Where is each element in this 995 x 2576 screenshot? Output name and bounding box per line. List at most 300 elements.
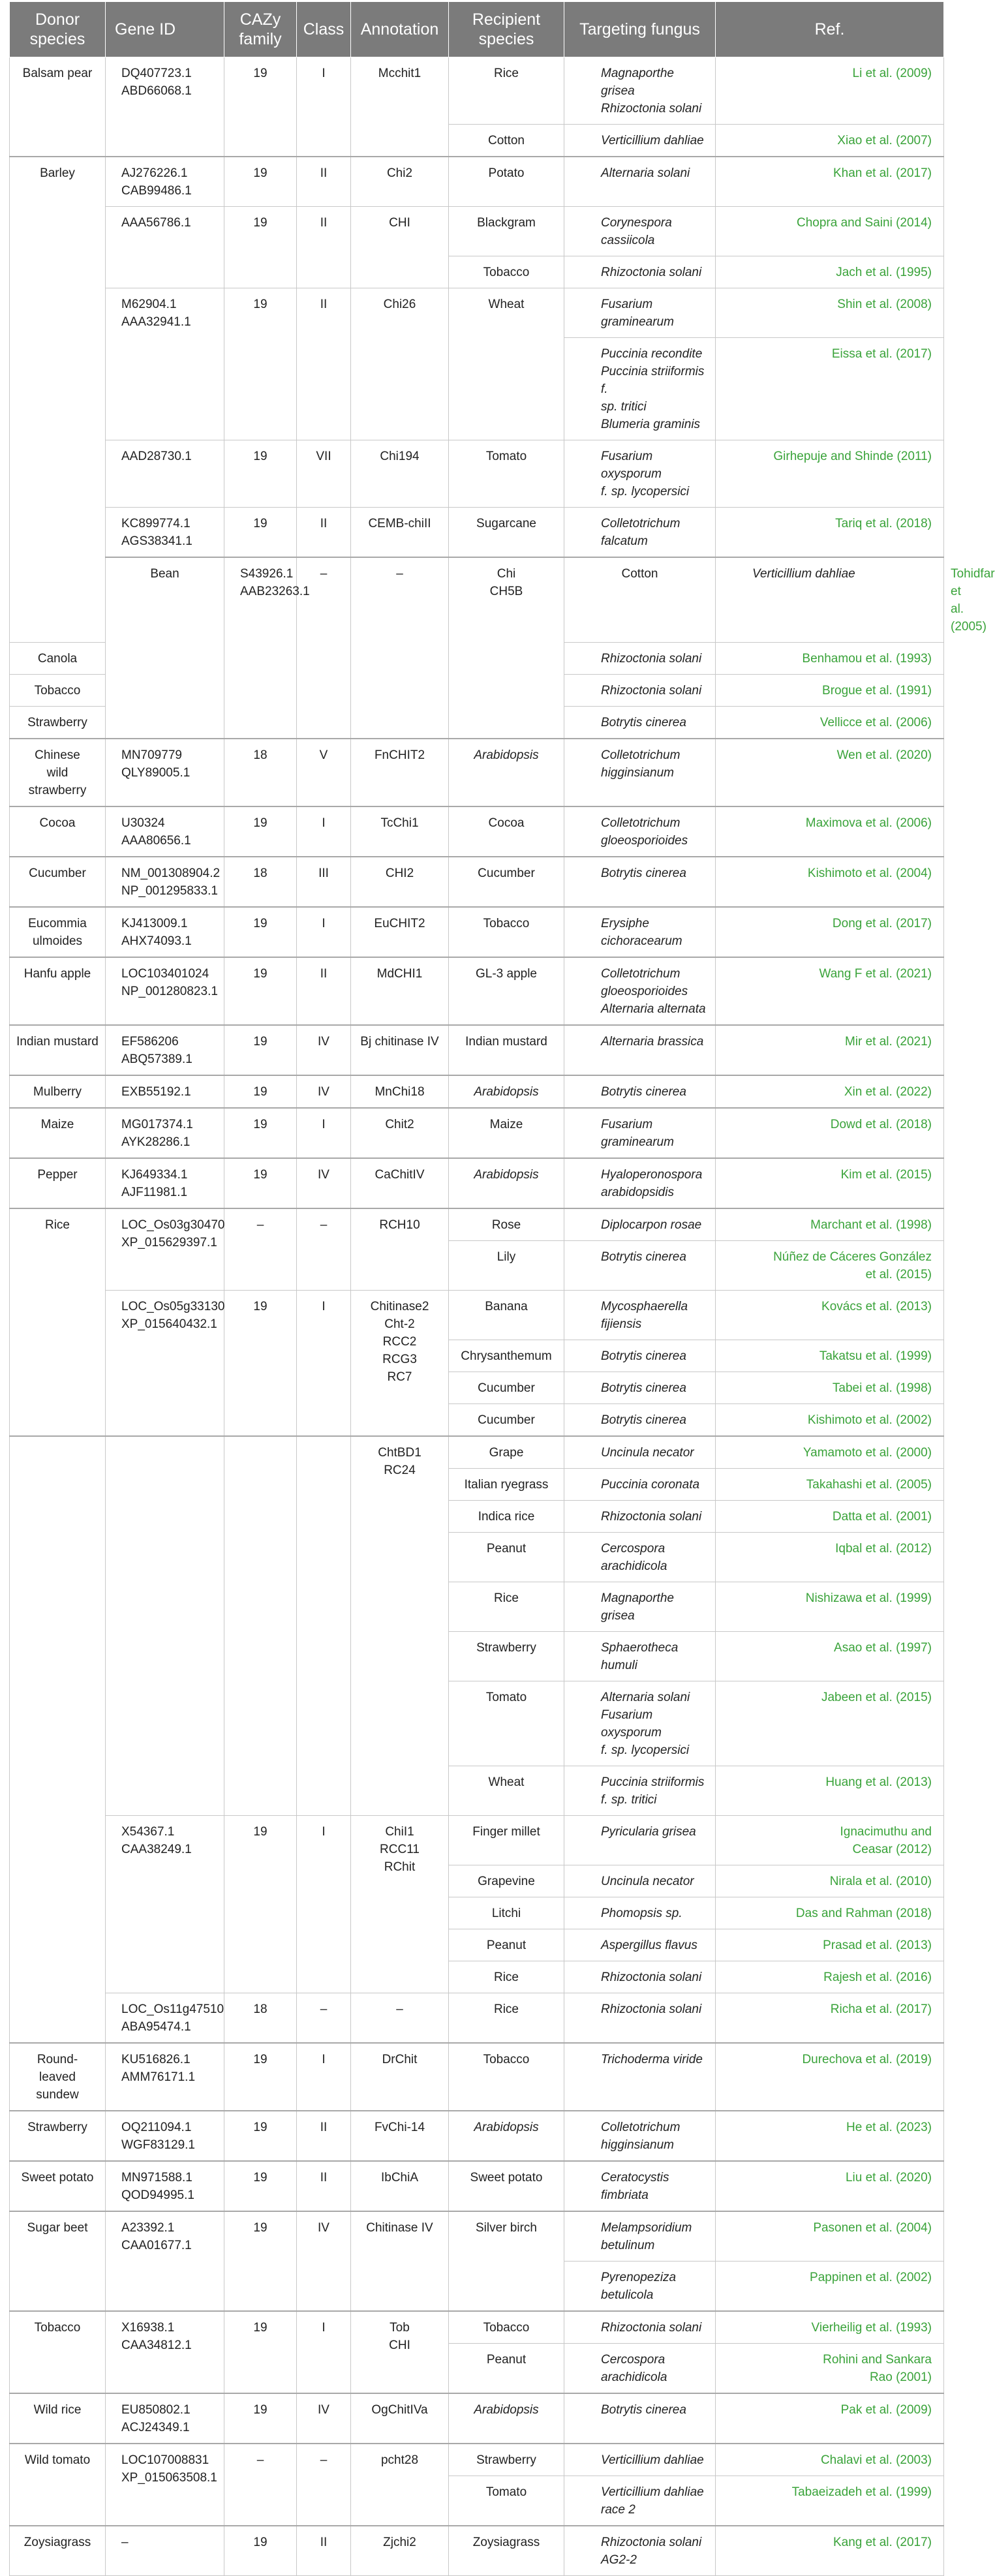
gene-id-cell: AAA56786.1 bbox=[106, 207, 224, 288]
targeting-fungus-cell: Trichoderma viride bbox=[564, 2043, 716, 2111]
targeting-fungus-cell: Cercospora arachidicola bbox=[564, 1533, 716, 1582]
donor-species-cell bbox=[10, 1436, 106, 2043]
annotation-cell: EuCHIT2 bbox=[351, 907, 449, 957]
donor-species-cell: Maize bbox=[10, 1108, 106, 1158]
gene-id-cell: X54367.1 CAA38249.1 bbox=[106, 1816, 224, 1993]
recipient-species-cell: Rice bbox=[449, 1961, 564, 1993]
donor-species-cell: Wild tomato bbox=[10, 2444, 106, 2526]
annotation-cell: Bj chitinase IV bbox=[351, 1025, 449, 1075]
targeting-fungus-cell: Sphaerotheca humuli bbox=[564, 1632, 716, 1681]
recipient-species-cell: Rice bbox=[449, 57, 564, 125]
targeting-fungus-cell: Erysiphe cichoracearum bbox=[564, 907, 716, 957]
targeting-fungus-cell: Fusarium graminearum bbox=[564, 1108, 716, 1158]
class-cell: II bbox=[297, 508, 351, 558]
reference-link[interactable]: Datta et al. (2001) bbox=[716, 1501, 944, 1533]
targeting-fungus-cell: Botrytis cinerea bbox=[564, 707, 716, 739]
gene-id-cell: A23392.1 CAA01677.1 bbox=[106, 2211, 224, 2311]
recipient-species-cell: Strawberry bbox=[449, 2444, 564, 2476]
cazy-family-cell: 18 bbox=[224, 857, 297, 907]
donor-species-cell: Rice bbox=[10, 1208, 106, 1436]
reference-link[interactable]: Nishizawa et al. (1999) bbox=[716, 1582, 944, 1632]
cazy-family-cell: 19 bbox=[224, 1291, 297, 1437]
targeting-fungus-cell: Pyrenopeziza betulicola bbox=[564, 2262, 716, 2312]
cazy-family-cell: 19 bbox=[224, 1108, 297, 1158]
recipient-species-cell: Rose bbox=[449, 1208, 564, 1241]
reference-link[interactable]: Tabaeizadeh et al. (1999) bbox=[716, 2476, 944, 2526]
reference-link[interactable]: Li et al. (2009) bbox=[716, 57, 944, 125]
targeting-fungus-cell: Botrytis cinerea bbox=[564, 1075, 716, 1108]
table-row bbox=[10, 2043, 944, 2111]
reference-link[interactable]: Xiao et al. (2007) bbox=[716, 125, 944, 157]
gene-id-cell: EU850802.1 ACJ24349.1 bbox=[106, 2393, 224, 2444]
targeting-fungus-cell: Melampsoridium betulinum bbox=[564, 2211, 716, 2262]
cazy-family-cell: 19 bbox=[224, 2211, 297, 2311]
targeting-fungus-cell: Rhizoctonia solani AG2-2 bbox=[564, 2526, 716, 2576]
recipient-species-cell: Strawberry bbox=[449, 1632, 564, 1681]
reference-link[interactable]: Brogue et al. (1991) bbox=[716, 675, 944, 707]
cazy-family-cell: 19 bbox=[224, 1816, 297, 1993]
targeting-fungus-cell: Rhizoctonia solani bbox=[564, 1961, 716, 1993]
recipient-species-cell: Tobacco bbox=[10, 675, 106, 707]
targeting-fungus-cell: Colletotrichum higginsianum bbox=[564, 739, 716, 806]
gene-id-cell: S43926.1 AAB23263.1 bbox=[224, 557, 297, 739]
reference-link[interactable]: Takatsu et al. (1999) bbox=[716, 1340, 944, 1372]
targeting-fungus-cell: Verticillium dahliae bbox=[564, 125, 716, 157]
recipient-species-cell: Rice bbox=[449, 1993, 564, 2044]
targeting-fungus-cell: Verticillium dahliae race 2 bbox=[564, 2476, 716, 2526]
recipient-species-cell: Arabidopsis bbox=[449, 2111, 564, 2161]
class-cell: – bbox=[297, 1208, 351, 1291]
class-cell: II bbox=[297, 207, 351, 288]
targeting-fungus-cell: Magnaporthe grisea bbox=[564, 1582, 716, 1632]
reference-link[interactable]: Kishimoto et al. (2004) bbox=[716, 857, 944, 907]
class-cell: I bbox=[297, 806, 351, 857]
gene-id-cell: MN971588.1 QOD94995.1 bbox=[106, 2161, 224, 2211]
annotation-cell: Chi2 bbox=[351, 157, 449, 207]
reference-link[interactable]: Wen et al. (2020) bbox=[716, 739, 944, 806]
recipient-species-cell: Blackgram bbox=[449, 207, 564, 256]
annotation-cell: ChtBD1 RC24 bbox=[351, 1436, 449, 1816]
header-row bbox=[10, 2, 944, 57]
table-row bbox=[10, 207, 944, 256]
targeting-fungus-cell: Puccinia coronata bbox=[564, 1469, 716, 1501]
cazy-family-cell: 19 bbox=[224, 2043, 297, 2111]
reference-link[interactable]: Wang F et al. (2021) bbox=[716, 957, 944, 1025]
recipient-species-cell: Grape bbox=[449, 1436, 564, 1469]
class-cell: IV bbox=[297, 2211, 351, 2311]
gene-id-cell: LOC103401024 NP_001280823.1 bbox=[106, 957, 224, 1025]
recipient-species-cell: Zoysiagrass bbox=[449, 2526, 564, 2576]
reference-link[interactable]: He et al. (2023) bbox=[716, 2111, 944, 2161]
annotation-cell: Chi CH5B bbox=[449, 557, 564, 739]
targeting-fungus-cell: Botrytis cinerea bbox=[564, 857, 716, 907]
annotation-cell: RCH10 bbox=[351, 1208, 449, 1291]
targeting-fungus-cell: Cercospora arachidicola bbox=[564, 2344, 716, 2394]
cazy-family-cell: 19 bbox=[224, 957, 297, 1025]
class-cell: IV bbox=[297, 1075, 351, 1108]
targeting-fungus-cell: Verticillium dahliae bbox=[564, 2444, 716, 2476]
recipient-species-cell: Cocoa bbox=[449, 806, 564, 857]
recipient-species-cell: Cotton bbox=[564, 557, 716, 643]
recipient-species-cell: Potato bbox=[449, 157, 564, 207]
table-row bbox=[10, 1993, 944, 2044]
cazy-family-cell: 19 bbox=[224, 157, 297, 207]
gene-id-cell: KU516826.1 AMM76171.1 bbox=[106, 2043, 224, 2111]
recipient-species-cell: Cucumber bbox=[449, 857, 564, 907]
reference-link[interactable]: Vellicce et al. (2006) bbox=[716, 707, 944, 739]
reference-link[interactable]: Iqbal et al. (2012) bbox=[716, 1533, 944, 1582]
reference-link[interactable]: Shin et al. (2008) bbox=[716, 288, 944, 338]
cazy-family-cell: 19 bbox=[224, 207, 297, 288]
reference-link[interactable]: Takahashi et al. (2005) bbox=[716, 1469, 944, 1501]
targeting-fungus-cell: Puccinia recondite Puccinia striiformis f. sp. tritici Blumeria graminis bbox=[564, 338, 716, 440]
targeting-fungus-cell: Ceratocystis fimbriata bbox=[564, 2161, 716, 2211]
recipient-species-cell: Italian ryegrass bbox=[449, 1469, 564, 1501]
table-row bbox=[10, 907, 944, 957]
table-row bbox=[10, 288, 944, 338]
reference-link[interactable]: Kovács et al. (2013) bbox=[716, 1291, 944, 1340]
table-row bbox=[10, 1108, 944, 1158]
table-row bbox=[10, 857, 944, 907]
gene-id-cell: U30324 AAA80656.1 bbox=[106, 806, 224, 857]
table-row bbox=[10, 1158, 944, 1208]
recipient-species-cell: Tomato bbox=[449, 440, 564, 508]
targeting-fungus-cell: Rhizoctonia solani bbox=[564, 643, 716, 675]
reference-link[interactable]: Tabei et al. (1998) bbox=[716, 1372, 944, 1404]
targeting-fungus-cell: Fusarium graminearum bbox=[564, 288, 716, 338]
reference-link[interactable]: Núñez de Cáceres González et al. (2015) bbox=[716, 1241, 944, 1291]
annotation-cell: Chi26 bbox=[351, 288, 449, 440]
targeting-fungus-cell: Botrytis cinerea bbox=[564, 1404, 716, 1437]
cazy-family-cell: 19 bbox=[224, 1025, 297, 1075]
reference-link[interactable]: Rohini and Sankara Rao (2001) bbox=[716, 2344, 944, 2394]
targeting-fungus-cell: Rhizoctonia solani bbox=[564, 675, 716, 707]
reference-link[interactable]: Khan et al. (2017) bbox=[716, 157, 944, 207]
cazy-family-cell: 19 bbox=[224, 806, 297, 857]
recipient-species-cell: Tomato bbox=[449, 1681, 564, 1766]
annotation-cell: FnCHIT2 bbox=[351, 739, 449, 806]
cazy-family-cell: – bbox=[297, 557, 351, 739]
class-cell: IV bbox=[297, 1158, 351, 1208]
reference-link[interactable]: Dong et al. (2017) bbox=[716, 907, 944, 957]
recipient-species-cell: Chrysanthemum bbox=[449, 1340, 564, 1372]
gene-id-cell: KC899774.1 AGS38341.1 bbox=[106, 508, 224, 558]
gene-id-cell: NM_001308904.2 NP_001295833.1 bbox=[106, 857, 224, 907]
donor-species-cell: Bean bbox=[106, 557, 224, 739]
class-cell: IV bbox=[297, 1025, 351, 1075]
donor-species-cell: Cucumber bbox=[10, 857, 106, 907]
donor-species-cell: Balsam pear bbox=[10, 57, 106, 157]
reference-link[interactable]: Mir et al. (2021) bbox=[716, 1025, 944, 1075]
reference-link[interactable]: Kishimoto et al. (2002) bbox=[716, 1404, 944, 1437]
targeting-fungus-cell: Botrytis cinerea bbox=[564, 1372, 716, 1404]
targeting-fungus-cell: Magnaporthe grisea Rhizoctonia solani bbox=[564, 57, 716, 125]
gene-id-cell: LOC107008831 XP_015063508.1 bbox=[106, 2444, 224, 2526]
reference-link[interactable]: Richa et al. (2017) bbox=[716, 1993, 944, 2044]
targeting-fungus-cell: Diplocarpon rosae bbox=[564, 1208, 716, 1241]
header-annotation: Annotation bbox=[351, 2, 449, 57]
class-cell: IV bbox=[297, 2393, 351, 2444]
gene-id-cell: DQ407723.1 ABD66068.1 bbox=[106, 57, 224, 157]
gene-id-cell: KJ649334.1 AJF11981.1 bbox=[106, 1158, 224, 1208]
header-recipient-species: Recipient species bbox=[449, 2, 564, 57]
recipient-species-cell: Arabidopsis bbox=[449, 739, 564, 806]
cazy-family-cell: 19 bbox=[224, 2161, 297, 2211]
recipient-species-cell: Arabidopsis bbox=[449, 2393, 564, 2444]
cazy-family-cell: 18 bbox=[224, 1993, 297, 2044]
recipient-species-cell: Strawberry bbox=[10, 707, 106, 739]
cazy-family-cell: 19 bbox=[224, 508, 297, 558]
donor-species-cell: Strawberry bbox=[10, 2111, 106, 2161]
reference-link[interactable]: Rajesh et al. (2016) bbox=[716, 1961, 944, 1993]
recipient-species-cell: Lily bbox=[449, 1241, 564, 1291]
annotation-cell: CHI bbox=[351, 207, 449, 288]
table-row bbox=[10, 440, 944, 508]
recipient-species-cell: Grapevine bbox=[449, 1865, 564, 1897]
annotation-cell: Zjchi2 bbox=[351, 2526, 449, 2576]
annotation-cell: Chitinase2 Cht-2 RCC2 RCG3 RC7 bbox=[351, 1291, 449, 1437]
reference-link[interactable]: Marchant et al. (1998) bbox=[716, 1208, 944, 1241]
targeting-fungus-cell: Alternaria brassica bbox=[564, 1025, 716, 1075]
reference-link[interactable]: Pasonen et al. (2004) bbox=[716, 2211, 944, 2262]
annotation-cell: CEMB-chiII bbox=[351, 508, 449, 558]
targeting-fungus-cell: Mycosphaerella fijiensis bbox=[564, 1291, 716, 1340]
header-ref: Ref. bbox=[716, 2, 944, 57]
gene-id-cell: LOC_Os03g30470 XP_015629397.1 bbox=[106, 1208, 224, 1291]
cazy-family-cell: – bbox=[224, 1208, 297, 1291]
gene-id-cell: EXB55192.1 bbox=[106, 1075, 224, 1108]
annotation-cell: Tob CHI bbox=[351, 2311, 449, 2393]
class-cell: II bbox=[297, 2111, 351, 2161]
reference-link[interactable]: Dowd et al. (2018) bbox=[716, 1108, 944, 1158]
cazy-family-cell: 19 bbox=[224, 57, 297, 157]
class-cell: I bbox=[297, 2043, 351, 2111]
donor-species-cell: Chinese wild strawberry bbox=[10, 739, 106, 806]
donor-species-cell: Sweet potato bbox=[10, 2161, 106, 2211]
header-donor-species: Donor species bbox=[10, 2, 106, 57]
cazy-family-cell: 19 bbox=[224, 440, 297, 508]
table-row bbox=[10, 957, 944, 1025]
annotation-cell: CHI2 bbox=[351, 857, 449, 907]
gene-id-cell bbox=[106, 1436, 224, 1816]
class-cell: I bbox=[297, 1291, 351, 1437]
recipient-species-cell: Peanut bbox=[449, 1533, 564, 1582]
reference-link[interactable]: Das and Rahman (2018) bbox=[716, 1897, 944, 1929]
header-cazy-family: CAZy family bbox=[224, 2, 297, 57]
annotation-cell: – bbox=[351, 1993, 449, 2044]
annotation-cell: Mcchit1 bbox=[351, 57, 449, 157]
targeting-fungus-cell: Botrytis cinerea bbox=[564, 2393, 716, 2444]
targeting-fungus-cell: Colletotrichum gloeosporioides bbox=[564, 806, 716, 857]
donor-species-cell: Zoysiagrass bbox=[10, 2526, 106, 2576]
recipient-species-cell: Tobacco bbox=[449, 907, 564, 957]
class-cell: I bbox=[297, 1816, 351, 1993]
reference-link[interactable]: Pappinen et al. (2002) bbox=[716, 2262, 944, 2312]
reference-link[interactable]: Prasad et al. (2013) bbox=[716, 1929, 944, 1961]
recipient-species-cell: Tobacco bbox=[449, 256, 564, 288]
recipient-species-cell: Sweet potato bbox=[449, 2161, 564, 2211]
recipient-species-cell: Cucumber bbox=[449, 1404, 564, 1437]
recipient-species-cell: Wheat bbox=[449, 288, 564, 440]
reference-link[interactable]: Chopra and Saini (2014) bbox=[716, 207, 944, 256]
gene-id-cell: LOC_Os11g47510 ABA95474.1 bbox=[106, 1993, 224, 2044]
targeting-fungus-cell: Pyricularia grisea bbox=[564, 1816, 716, 1865]
class-cell: I bbox=[297, 1108, 351, 1158]
targeting-fungus-cell: Rhizoctonia solani bbox=[564, 256, 716, 288]
chitinase-table bbox=[9, 1, 995, 2576]
donor-species-cell: Round- leaved sundew bbox=[10, 2043, 106, 2111]
targeting-fungus-cell: Rhizoctonia solani bbox=[564, 1501, 716, 1533]
recipient-species-cell: Canola bbox=[10, 643, 106, 675]
class-cell: I bbox=[297, 57, 351, 157]
targeting-fungus-cell: Rhizoctonia solani bbox=[564, 2311, 716, 2344]
annotation-cell: DrChit bbox=[351, 2043, 449, 2111]
targeting-fungus-cell: Colletotrichum falcatum bbox=[564, 508, 716, 558]
reference-link[interactable]: Girhepuje and Shinde (2011) bbox=[716, 440, 944, 508]
recipient-species-cell: Silver birch bbox=[449, 2211, 564, 2311]
cazy-family-cell: – bbox=[224, 2444, 297, 2526]
recipient-species-cell: Peanut bbox=[449, 1929, 564, 1961]
class-cell: VII bbox=[297, 440, 351, 508]
cazy-family-cell bbox=[224, 1436, 297, 1816]
targeting-fungus-cell: Uncinula necator bbox=[564, 1436, 716, 1469]
table-row bbox=[10, 2526, 944, 2576]
class-cell: – bbox=[297, 2444, 351, 2526]
reference-link[interactable]: Chalavi et al. (2003) bbox=[716, 2444, 944, 2476]
recipient-species-cell: Wheat bbox=[449, 1766, 564, 1816]
annotation-cell: IbChiA bbox=[351, 2161, 449, 2211]
gene-id-cell: M62904.1 AAA32941.1 bbox=[106, 288, 224, 440]
table-row bbox=[10, 1291, 944, 1340]
class-cell: II bbox=[297, 2526, 351, 2576]
targeting-fungus-cell: Corynespora cassiicola bbox=[564, 207, 716, 256]
cazy-family-cell: 19 bbox=[224, 288, 297, 440]
reference-link[interactable]: Eissa et al. (2017) bbox=[716, 338, 944, 440]
class-cell: I bbox=[297, 907, 351, 957]
targeting-fungus-cell: Hyaloperonospora arabidopsidis bbox=[564, 1158, 716, 1208]
class-cell: III bbox=[297, 857, 351, 907]
table-row bbox=[10, 2311, 944, 2344]
reference-link[interactable]: Vierheilig et al. (1993) bbox=[716, 2311, 944, 2344]
reference-link[interactable]: Kim et al. (2015) bbox=[716, 1158, 944, 1208]
reference-link[interactable]: Kang et al. (2017) bbox=[716, 2526, 944, 2576]
class-cell bbox=[297, 1436, 351, 1816]
table-row bbox=[10, 1208, 944, 1241]
table-row bbox=[10, 57, 944, 125]
targeting-fungus-cell: Verticillium dahliae bbox=[716, 557, 944, 643]
reference-link[interactable]: Tariq et al. (2018) bbox=[716, 508, 944, 558]
donor-species-cell: Hanfu apple bbox=[10, 957, 106, 1025]
gene-id-cell: – bbox=[106, 2526, 224, 2576]
donor-species-cell: Mulberry bbox=[10, 1075, 106, 1108]
annotation-cell: OgChitIVa bbox=[351, 2393, 449, 2444]
table-row bbox=[10, 806, 944, 857]
table-body bbox=[10, 57, 995, 2576]
targeting-fungus-cell: Phomopsis sp. bbox=[564, 1897, 716, 1929]
recipient-species-cell: Sugarcane bbox=[449, 508, 564, 558]
recipient-species-cell: Litchi bbox=[449, 1897, 564, 1929]
reference-link[interactable]: Durechova et al. (2019) bbox=[716, 2043, 944, 2111]
reference-link[interactable]: Benhamou et al. (1993) bbox=[716, 643, 944, 675]
recipient-species-cell: Arabidopsis bbox=[449, 1075, 564, 1108]
table-row bbox=[10, 2161, 944, 2211]
reference-link[interactable]: Maximova et al. (2006) bbox=[716, 806, 944, 857]
table-row bbox=[10, 2111, 944, 2161]
targeting-fungus-cell: Colletotrichum gloeosporioides Alternaria alternata bbox=[564, 957, 716, 1025]
reference-link[interactable]: Pak et al. (2009) bbox=[716, 2393, 944, 2444]
cazy-family-cell: 19 bbox=[224, 2111, 297, 2161]
reference-link[interactable]: Liu et al. (2020) bbox=[716, 2161, 944, 2211]
recipient-species-cell: Maize bbox=[449, 1108, 564, 1158]
annotation-cell: ChiI1 RCC11 RChit bbox=[351, 1816, 449, 1993]
targeting-fungus-cell: Alternaria solani Fusarium oxysporum f. sp. lycopersici bbox=[564, 1681, 716, 1766]
recipient-species-cell: Tomato bbox=[449, 2476, 564, 2526]
reference-link[interactable]: Jach et al. (1995) bbox=[716, 256, 944, 288]
annotation-cell: pcht28 bbox=[351, 2444, 449, 2526]
class-cell: II bbox=[297, 157, 351, 207]
class-cell: V bbox=[297, 739, 351, 806]
donor-species-cell: Cocoa bbox=[10, 806, 106, 857]
gene-id-cell: OQ211094.1 WGF83129.1 bbox=[106, 2111, 224, 2161]
recipient-species-cell: Tobacco bbox=[449, 2311, 564, 2344]
recipient-species-cell: Cucumber bbox=[449, 1372, 564, 1404]
annotation-cell: TcChi1 bbox=[351, 806, 449, 857]
recipient-species-cell: Indian mustard bbox=[449, 1025, 564, 1075]
cazy-family-cell: 19 bbox=[224, 907, 297, 957]
annotation-cell: MdCHI1 bbox=[351, 957, 449, 1025]
donor-species-cell: Pepper bbox=[10, 1158, 106, 1208]
reference-link[interactable]: Ignacimuthu and Ceasar (2012) bbox=[716, 1816, 944, 1865]
gene-id-cell: MN709779 QLY89005.1 bbox=[106, 739, 224, 806]
table-row bbox=[10, 2444, 944, 2476]
table-row bbox=[10, 1436, 944, 1469]
recipient-species-cell: Peanut bbox=[449, 2344, 564, 2394]
reference-link[interactable]: Xin et al. (2022) bbox=[716, 1075, 944, 1108]
class-cell: I bbox=[297, 2311, 351, 2393]
cazy-family-cell: 19 bbox=[224, 1075, 297, 1108]
reference-link[interactable]: Jabeen et al. (2015) bbox=[716, 1681, 944, 1766]
recipient-species-cell: Finger millet bbox=[449, 1816, 564, 1865]
class-cell: – bbox=[351, 557, 449, 739]
annotation-cell: FvChi-14 bbox=[351, 2111, 449, 2161]
cazy-family-cell: 19 bbox=[224, 2393, 297, 2444]
donor-species-cell: Barley bbox=[10, 157, 106, 643]
gene-id-cell: AAD28730.1 bbox=[106, 440, 224, 508]
targeting-fungus-cell: Botrytis cinerea bbox=[564, 1340, 716, 1372]
table-row bbox=[10, 1816, 944, 1865]
reference-link[interactable]: Nirala et al. (2010) bbox=[716, 1865, 944, 1897]
table-row bbox=[10, 508, 944, 558]
cazy-family-cell: 19 bbox=[224, 2311, 297, 2393]
class-cell: II bbox=[297, 288, 351, 440]
reference-link[interactable]: Asao et al. (1997) bbox=[716, 1632, 944, 1681]
gene-id-cell: LOC_Os05g33130 XP_015640432.1 bbox=[106, 1291, 224, 1437]
table-row bbox=[10, 1025, 944, 1075]
recipient-species-cell: Tobacco bbox=[449, 2043, 564, 2111]
table-row bbox=[10, 1075, 944, 1108]
targeting-fungus-cell: Botrytis cinerea bbox=[564, 1241, 716, 1291]
reference-link[interactable]: Yamamoto et al. (2000) bbox=[716, 1436, 944, 1469]
cazy-family-cell: 19 bbox=[224, 1158, 297, 1208]
reference-link[interactable]: Huang et al. (2013) bbox=[716, 1766, 944, 1816]
table-row: Bean S43926.1 AAB23263.1 – – Chi CH5B Cotton Verticillium dahliae Tohidfar et al. (2005) bbox=[10, 557, 944, 643]
targeting-fungus-cell: Uncinula necator bbox=[564, 1865, 716, 1897]
class-cell: II bbox=[297, 957, 351, 1025]
gene-id-cell: KJ413009.1 AHX74093.1 bbox=[106, 907, 224, 957]
annotation-cell: Chit2 bbox=[351, 1108, 449, 1158]
targeting-fungus-cell: Rhizoctonia solani bbox=[564, 1993, 716, 2044]
table-row bbox=[10, 739, 944, 806]
